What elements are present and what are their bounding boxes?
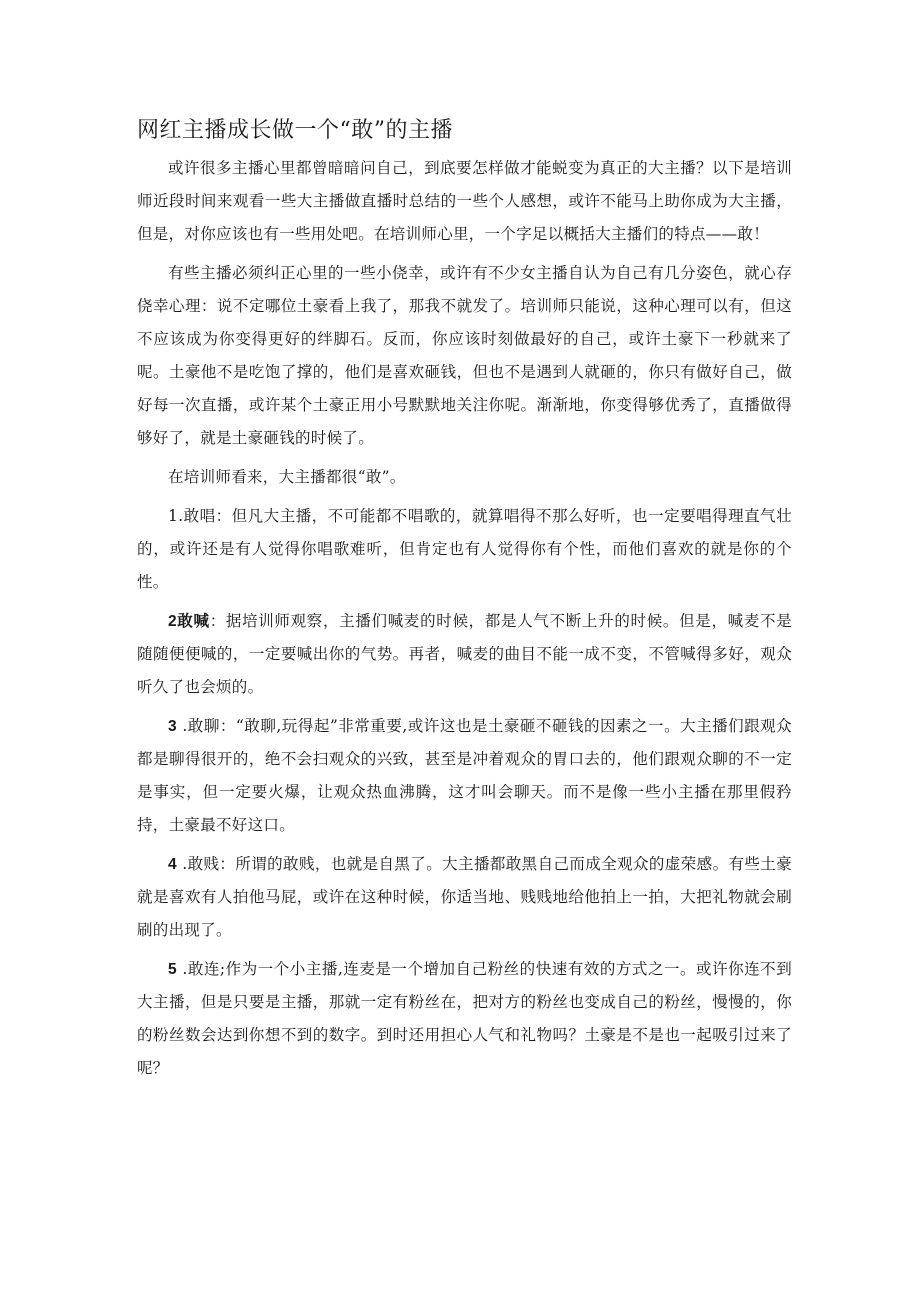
list-item-4-text: .敢贱：所谓的敢贱，也就是自黑了。大主播都敢黑自己而成全观众的虚荣感。有些土豪就是喜欢有人拍他马屁，或许在这种时候，你适当地、贱贱地给他拍上一拍，大把礼物就会刷刷的出现了。 <box>137 855 792 939</box>
list-item-4-lead: 4 <box>168 856 177 873</box>
body-paragraph-3: 在培训师看来，大主播都很“敢”。 <box>168 468 406 486</box>
list-item-5 <box>137 953 792 1085</box>
list-item-5-lead: 5 <box>168 961 177 978</box>
document-page <box>137 112 792 1091</box>
list-item-2-lead: 2敢喊 <box>168 613 210 630</box>
list-item-5-text: .敢连;作为一个小主播,连麦是一个增加自己粉丝的快速有效的方式之一。或许你连不到大主播，但是只要是主播，那就一定有粉丝在，把对方的粉丝也变成自己的粉丝，慢慢的，你的粉丝数会达到你想不到的数字。到时还用担心人气和礼物吗？土豪是不是也一起吸引过来了呢？ <box>137 960 792 1077</box>
body-paragraph-2: 有些主播必须纠正心里的一些小侥幸，或许有不少女主播自认为自己有几分姿色，就心存侥幸心理：说不定哪位土豪看上我了，那我不就发了。培训师只能说，这种心理可以有，但这不应该成为你变得更好的绊脚石。反而，你应该时刻做最好的自己，或许土豪下一秒就来了呢。土豪他不是吃饱了撑的，他们是喜欢砸钱，但也不是遇到人就砸的，你只有做好自己，做好每一次直播，或许某个土豪正用小号默默地关注你呢。渐渐地，你变得够优秀了，直播做得够好了，就是土豪砸钱的时候了。 <box>137 264 792 447</box>
list-item-1 <box>137 500 792 599</box>
list-item-4 <box>137 848 792 947</box>
document-title: 网红主播成长做一个“敢”的主播 <box>137 118 453 143</box>
list-item-2-text: ：据培训师观察，主播们喊麦的时候，都是人气不断上升的时候。但是，喊麦不是随随便便喊的，一定要喊出你的气势。再者，喊麦的曲目不能一成不变，不管喊得多好，观众听久了也会烦的。 <box>137 612 792 696</box>
list-item-3-text: .敢聊：“敢聊,玩得起”非常重要,或许这也是土豪砸不砸钱的因素之一。大主播们跟观众都是聊得很开的，绝不会扫观众的兴致，甚至是冲着观众的胃口去的，他们跟观众聊的不一定是事实，但一定要火爆，让观众热血沸腾，这才叫会聊天。而不是像一些小主播在那里假矜持，土豪最不好这口。 <box>137 717 792 834</box>
intro-paragraph: 或许很多主播心里都曾暗暗问自己，到底要怎样做才能蜕变为真正的大主播？以下是培训师近段时间来观看一些大主播做直播时总结的一些个人感想，或许不能马上助你成为大主播，但是，对你应该也有一些用处吧。在培训师心里，一个字足以概括大主播们的特点——敢！ <box>137 159 792 243</box>
list-item-3 <box>137 710 792 842</box>
list-item-3-lead: 3 <box>168 718 177 735</box>
list-item-2 <box>137 605 792 704</box>
list-item-1-text: 1.敢唱：但凡大主播，不可能都不唱歌的，就算唱得不那么好听，也一定要唱得理直气壮的，或许还是有人觉得你唱歌难听，但肯定也有人觉得你有个性，而他们喜欢的就是你的个性。 <box>137 507 792 591</box>
